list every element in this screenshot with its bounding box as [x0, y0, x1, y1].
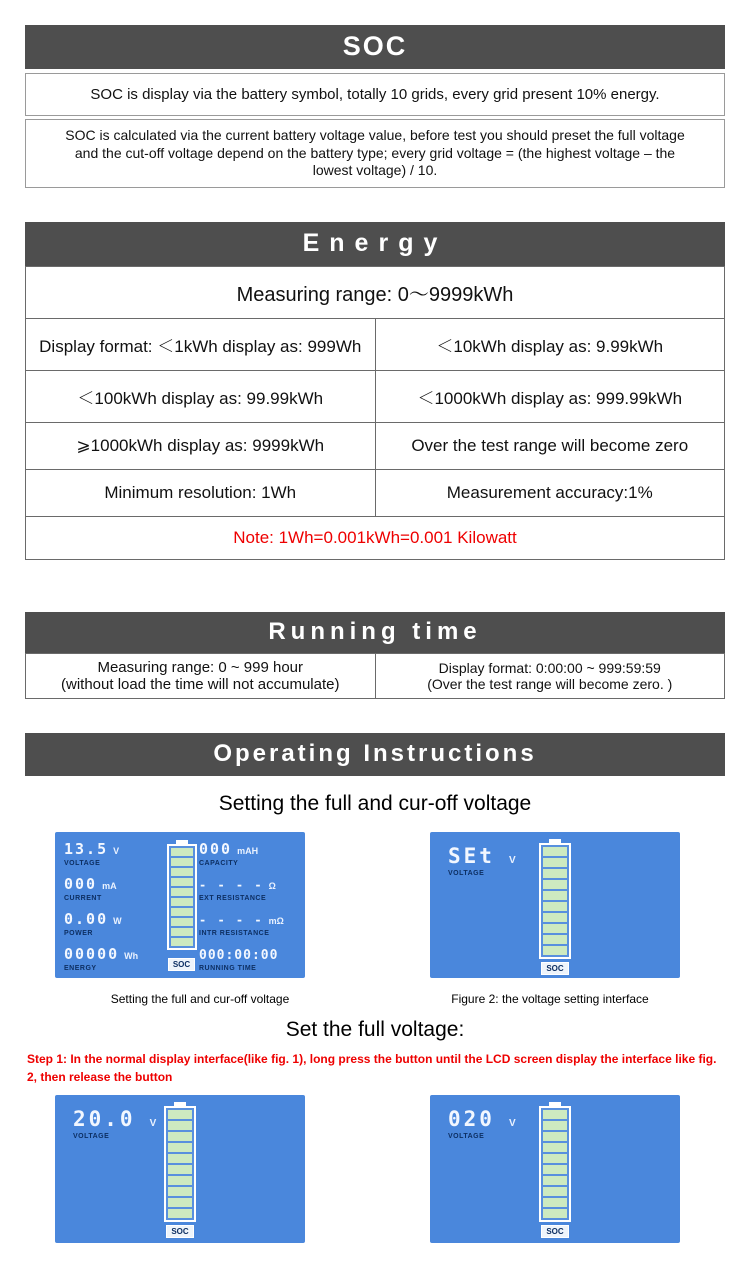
soc-description: SOC is display via the battery symbol, totally 10 grids, every grid present 10% energy.	[25, 73, 725, 116]
energy-cell: Measurement accuracy:1%	[375, 469, 725, 516]
running-time-section	[25, 612, 725, 699]
lcd-screen-fig3	[55, 1095, 305, 1243]
lcd-value-block	[448, 844, 516, 877]
operating-instructions-header: Operating Instructions	[25, 733, 725, 776]
battery-grids	[539, 843, 571, 959]
lcd-row-capacity	[199, 840, 299, 867]
lcd-unit: mAH	[237, 845, 259, 856]
soc-badge: SOC	[541, 1225, 568, 1238]
lcd-unit: Wh	[124, 950, 139, 961]
lcd-label: RUNNING TIME	[199, 964, 257, 972]
lcd-row-voltage	[64, 840, 164, 867]
running-time-display-cell	[375, 653, 725, 698]
lcd-value-block	[448, 1107, 516, 1140]
soc-battery	[164, 1102, 196, 1237]
energy-table	[25, 266, 725, 560]
soc-calculation: SOC is calculated via the current battery voltage value, before test you should preset the full voltage and the cut-off voltage depend on the battery type; every grid voltage = (the highest voltage – the lowest voltage) / 10.	[25, 119, 725, 188]
soc-badge: SOC	[168, 958, 195, 971]
lcd-value: 20.0	[73, 1106, 136, 1131]
battery-icon	[167, 840, 197, 950]
lcd-value: 020	[448, 1106, 495, 1131]
lcd-screen-fig4	[430, 1095, 680, 1243]
running-time-header: Running time	[25, 612, 725, 653]
table-row	[26, 422, 725, 469]
lcd-unit: V	[508, 1117, 516, 1129]
lcd-label: EXT RESISTANCE	[199, 894, 267, 902]
running-measuring-range: Measuring range: 0 ~ 999 hour	[97, 658, 304, 676]
fig1-caption: Setting the full and cur-off voltage	[110, 991, 290, 1006]
soc-battery	[164, 840, 199, 972]
lcd-value-block	[73, 1107, 156, 1140]
lcd-label: ENERGY	[64, 964, 97, 972]
figure-captions	[25, 992, 725, 1006]
energy-measuring-range: Measuring range: 0～9999kWh	[26, 266, 725, 318]
set-full-voltage-subtitle: Set the full voltage:	[285, 1017, 465, 1041]
lcd-value: SEt	[448, 843, 495, 868]
battery-grids	[167, 844, 197, 950]
lcd-unit: mA	[102, 880, 117, 891]
soc-battery	[539, 1102, 571, 1237]
lcd-row-intr-resistance	[199, 911, 299, 937]
lcd-unit: mΩ	[268, 915, 284, 926]
lcd-value: 000	[64, 874, 98, 893]
battery-icon	[539, 1102, 571, 1222]
running-time-table	[25, 653, 725, 699]
energy-cell: Minimum resolution: 1Wh	[26, 469, 376, 516]
lcd-screen-fig1	[55, 832, 305, 978]
energy-cell: ＜10kWh display as: 9.99kWh	[375, 318, 725, 370]
battery-icon	[539, 839, 571, 959]
table-row	[26, 266, 725, 318]
lcd-screen-fig2	[430, 832, 680, 978]
lcd-unit: Ω	[268, 880, 276, 891]
soc-battery	[539, 839, 571, 972]
lcd-label: VOLTAGE	[448, 869, 485, 877]
lcd-unit: V	[149, 1117, 157, 1129]
energy-header: Energy	[25, 222, 725, 266]
figure-row-2	[25, 1095, 725, 1243]
lcd-right-column	[199, 840, 299, 972]
lcd-value: 0.00	[64, 909, 109, 928]
table-row	[26, 370, 725, 422]
energy-cell: ＜100kWh display as: 99.99kWh	[26, 370, 376, 422]
running-time-measuring-cell	[26, 653, 376, 698]
soc-badge: SOC	[166, 1225, 193, 1238]
soc-section	[25, 25, 725, 188]
lcd-row-power	[64, 910, 164, 937]
fig2-caption: Figure 2: the voltage setting interface	[451, 991, 649, 1006]
running-display-note: (Over the test range will become zero. )	[427, 675, 673, 692]
energy-cell: Over the test range will become zero	[375, 422, 725, 469]
lcd-row-current	[64, 875, 164, 902]
lcd-value: - - - -	[199, 912, 264, 927]
lcd-row-running-time	[199, 946, 299, 972]
spacer	[25, 560, 725, 612]
table-row	[26, 318, 725, 370]
lcd-label: CURRENT	[64, 894, 102, 902]
energy-cell: ⩾1000kWh display as: 9999kWh	[26, 422, 376, 469]
step1-instruction: Step 1: In the normal display interface(like fig. 1), long press the button until the LCD screen display the interface like fig. 2, then release the button	[27, 1051, 717, 1085]
figure-row-1	[25, 832, 725, 978]
lcd-label: INTR RESISTANCE	[199, 929, 270, 937]
table-row	[26, 516, 725, 559]
lcd-left-column	[64, 840, 164, 972]
lcd-value: - - - -	[199, 877, 264, 892]
lcd-label: POWER	[64, 929, 93, 937]
lcd-unit: V	[508, 854, 516, 866]
energy-section	[25, 222, 725, 560]
lcd-label: CAPACITY	[199, 859, 239, 867]
spacer	[25, 188, 725, 222]
lcd-label: VOLTAGE	[73, 1132, 110, 1140]
table-row	[26, 469, 725, 516]
lcd-label: VOLTAGE	[64, 859, 101, 867]
lcd-unit: V	[113, 845, 120, 856]
energy-note: Note: 1Wh=0.001kWh=0.001 Kilowatt	[26, 516, 725, 559]
lcd-row-ext-resistance	[199, 876, 299, 902]
spacer	[25, 699, 725, 733]
running-display-format: Display format: 0:00:00 ~ 999:59:59	[438, 659, 661, 676]
lcd-value: 000	[199, 839, 233, 858]
battery-icon	[164, 1102, 196, 1222]
operating-instructions-section	[25, 733, 725, 1243]
lcd-row-energy	[64, 945, 164, 972]
lcd-label: VOLTAGE	[448, 1132, 485, 1140]
lcd-value: 00000	[64, 944, 120, 963]
setting-voltage-subtitle: Setting the full and cur-off voltage	[218, 791, 532, 815]
lcd-unit: W	[113, 915, 122, 926]
battery-grids	[539, 1106, 571, 1222]
lcd-value: 000:00:00	[199, 947, 279, 963]
lcd-value: 13.5	[64, 839, 109, 858]
table-row	[26, 653, 725, 698]
energy-cell: ＜1000kWh display as: 999.99kWh	[375, 370, 725, 422]
battery-grids	[164, 1106, 196, 1222]
soc-badge: SOC	[541, 962, 568, 975]
soc-header: SOC	[25, 25, 725, 69]
energy-cell: Display format: ＜1kWh display as: 999Wh	[26, 318, 376, 370]
running-measuring-note: (without load the time will not accumulate)	[61, 675, 340, 693]
